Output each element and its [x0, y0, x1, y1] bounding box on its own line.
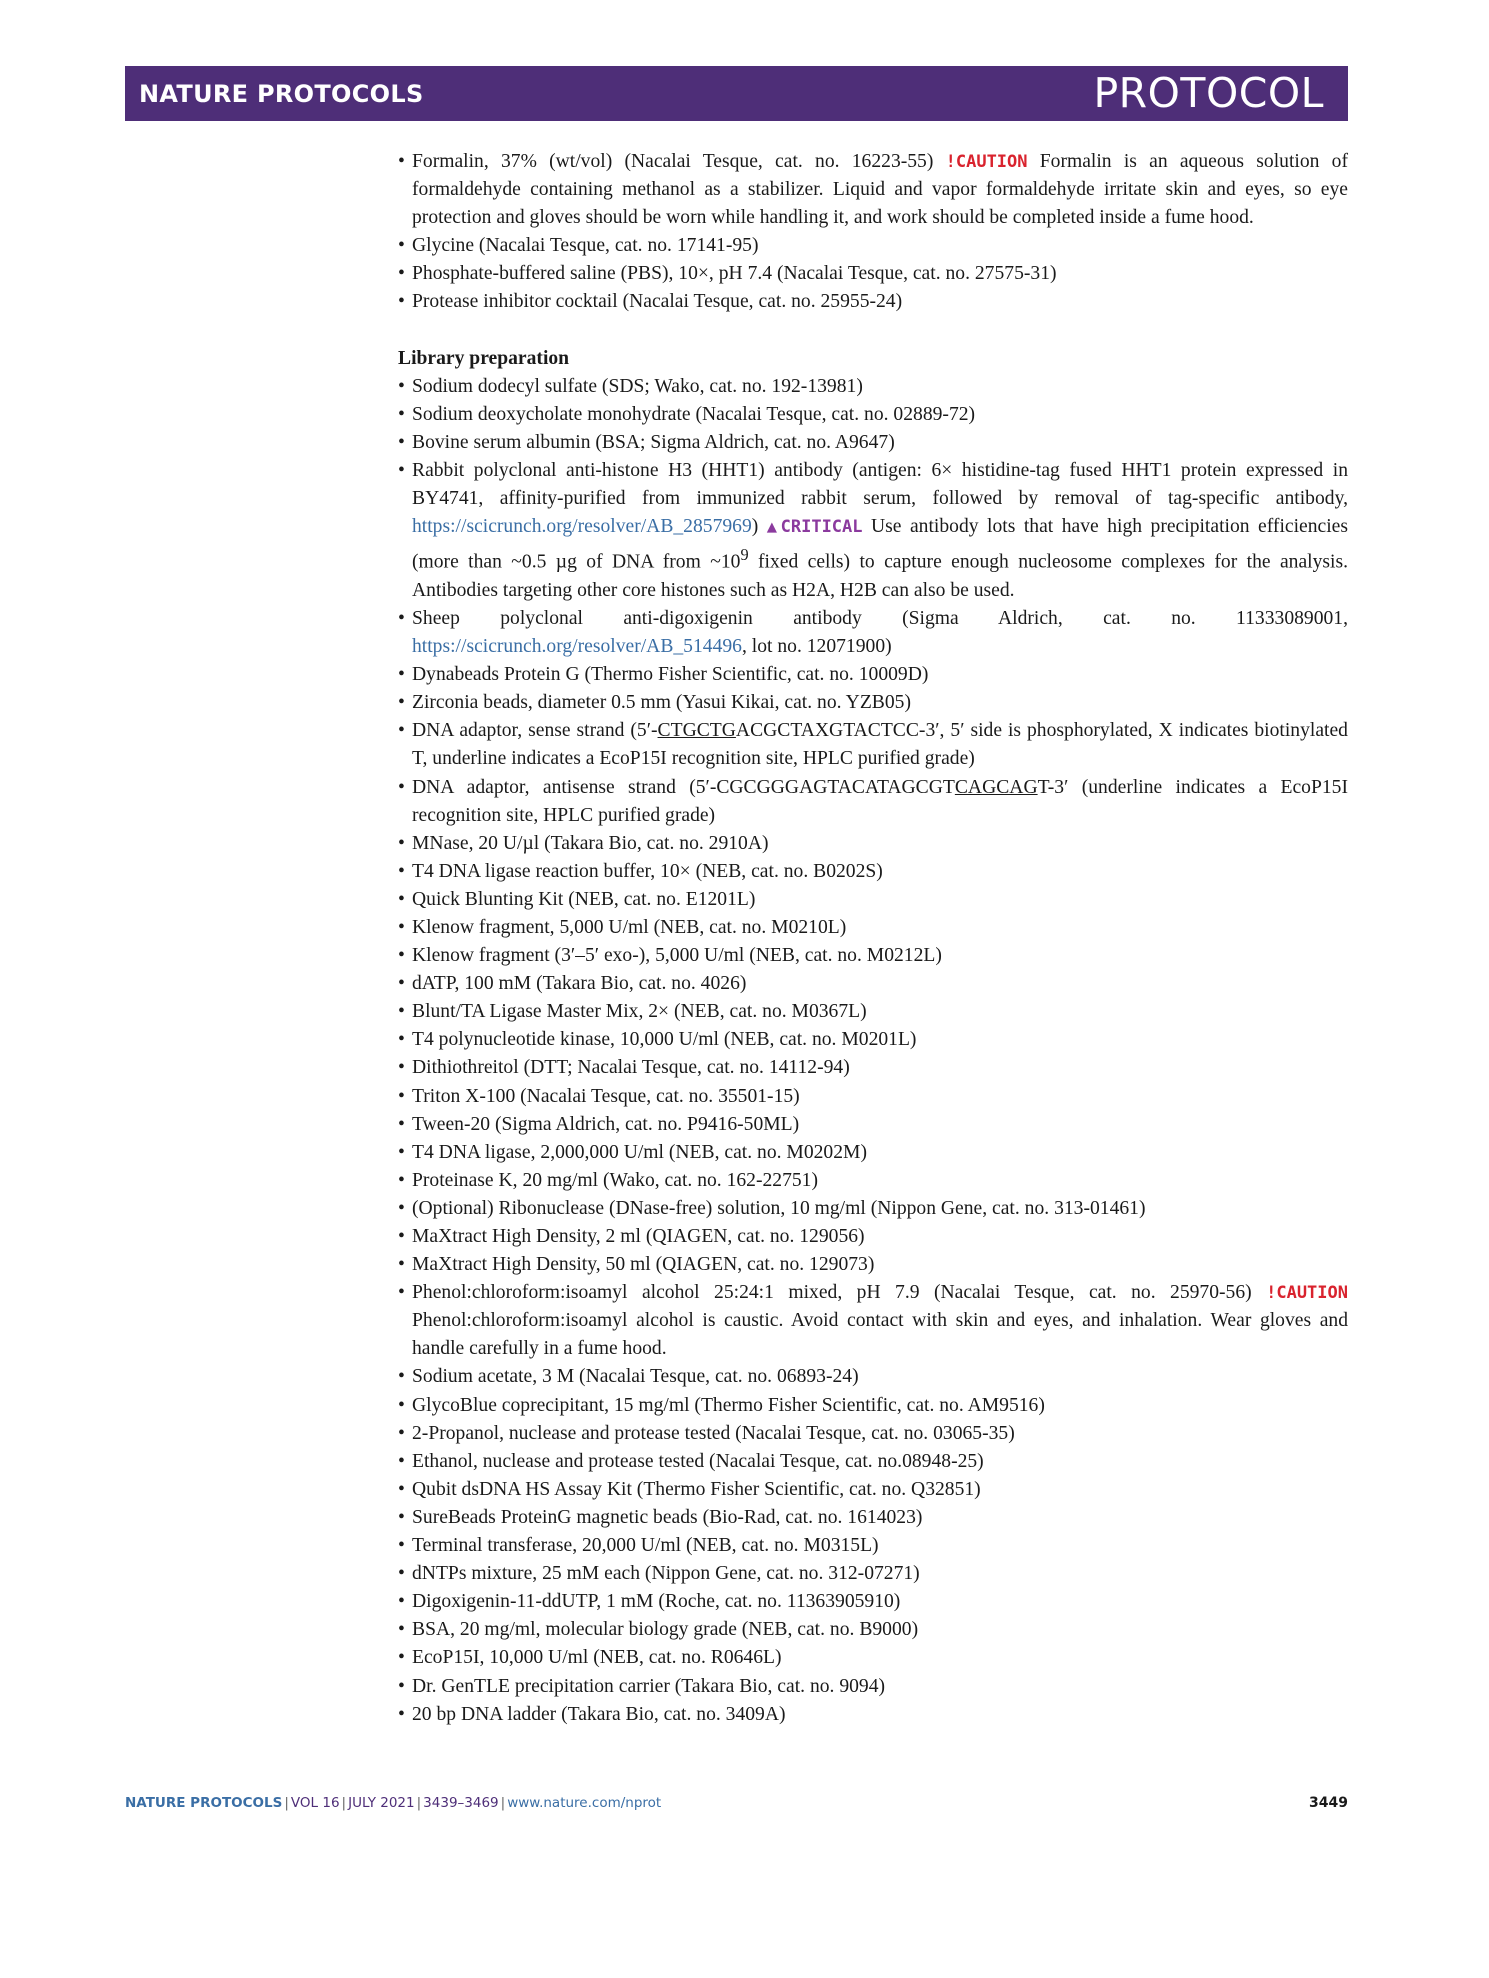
list-item-phenol: • Phenol:chloroform:isoamyl alcohol 25:24:1 mixed, pH 7.9 (Nacalai Tesque, cat. no. 25970-56) !CAUTION Phenol:chloroform:isoamyl alcohol is caustic. Avoid contact with skin and eyes, and inhalation. Wear gloves and handle carefully in a fume hood. — [398, 1279, 1348, 1363]
list-item-dig-antibody: • Sheep polyclonal anti-digoxigenin antibody (Sigma Aldrich, cat. no. 11333089001, https://scicrunch.org/resolver/AB_514496, lot no. 12071900) — [398, 605, 1348, 661]
list-item: • Dr. GenTLE precipitation carrier (Takara Bio, cat. no. 9094) — [398, 1673, 1348, 1701]
section-spacer — [398, 317, 1348, 345]
ecop15i-site: CAGCAG — [954, 776, 1038, 798]
reagents-list-library — [398, 373, 1348, 1729]
article-type: PROTOCOL — [1093, 69, 1324, 117]
scicrunch-link[interactable]: https://scicrunch.org/resolver/AB_2857969 — [412, 516, 752, 538]
list-item: • BSA, 20 mg/ml, molecular biology grade (NEB, cat. no. B9000) — [398, 1616, 1348, 1644]
journal-name: NATURE PROTOCOLS — [139, 80, 424, 108]
caution-label: !CAUTION — [1266, 1283, 1348, 1304]
list-item: • MaXtract High Density, 50 ml (QIAGEN, cat. no. 129073) — [398, 1251, 1348, 1279]
list-item: • (Optional) Ribonuclease (DNase-free) solution, 10 mg/ml (Nippon Gene, cat. no. 313-01461) — [398, 1195, 1348, 1223]
list-item: • SureBeads ProteinG magnetic beads (Bio-Rad, cat. no. 1614023) — [398, 1504, 1348, 1532]
list-item: • Blunt/TA Ligase Master Mix, 2× (NEB, cat. no. M0367L) — [398, 998, 1348, 1026]
caution-label: !CAUTION — [945, 152, 1028, 172]
footer-pages: 3439–3469 — [423, 1795, 499, 1811]
list-item: • MaXtract High Density, 2 ml (QIAGEN, cat. no. 129056) — [398, 1223, 1348, 1251]
list-item-adaptor-antisense: • DNA adaptor, antisense strand (5′-CGCGGGAGTACATAGCGTCAGCAGT-3′ (underline indicates a EcoP15I recognition site, HPLC purified grade) — [398, 774, 1348, 830]
list-item: • T4 polynucleotide kinase, 10,000 U/ml (NEB, cat. no. M0201L) — [398, 1026, 1348, 1054]
reagents-list-top — [398, 148, 1348, 317]
list-item: • Klenow fragment, 5,000 U/ml (NEB, cat. no. M0210L) — [398, 914, 1348, 942]
list-item: • Tween-20 (Sigma Aldrich, cat. no. P9416-50ML) — [398, 1111, 1348, 1139]
page-number: 3449 — [1309, 1795, 1348, 1811]
materials-content — [398, 148, 1348, 1729]
page-header-bar — [125, 66, 1348, 121]
list-item: • Quick Blunting Kit (NEB, cat. no. E1201L) — [398, 886, 1348, 914]
list-item: • Triton X-100 (Nacalai Tesque, cat. no. 35501-15) — [398, 1083, 1348, 1111]
list-item-formalin: • Formalin, 37% (wt/vol) (Nacalai Tesque, cat. no. 16223-55) !CAUTION Formalin is an aqueous solution of formaldehyde containing methanol as a stabilizer. Liquid and vapor formaldehyde irritate skin and eyes, so eye protection and gloves should be worn while handling it, and work should be completed inside a fume hood. — [398, 148, 1348, 232]
footer-volume: VOL 16 — [290, 1795, 340, 1811]
footer-url-link[interactable]: www.nature.com/nprot — [507, 1795, 662, 1811]
list-item: • 20 bp DNA ladder (Takara Bio, cat. no. 3409A) — [398, 1701, 1348, 1729]
superscript-exponent: 9 — [740, 545, 749, 565]
list-item: • Dynabeads Protein G (Thermo Fisher Scientific, cat. no. 10009D) — [398, 661, 1348, 689]
list-item: • Sodium acetate, 3 M (Nacalai Tesque, cat. no. 06893-24) — [398, 1363, 1348, 1391]
list-item: • Phosphate-buffered saline (PBS), 10×, pH 7.4 (Nacalai Tesque, cat. no. 27575-31) — [398, 260, 1348, 288]
page-footer — [125, 1795, 1348, 1811]
list-item: • Sodium deoxycholate monohydrate (Nacalai Tesque, cat. no. 02889-72) — [398, 401, 1348, 429]
list-item: • Bovine serum albumin (BSA; Sigma Aldrich, cat. no. A9647) — [398, 429, 1348, 457]
list-item: • Proteinase K, 20 mg/ml (Wako, cat. no. 162-22751) — [398, 1167, 1348, 1195]
critical-label: ▲CRITICAL — [766, 517, 863, 538]
section-heading-library: Library preparation — [398, 347, 570, 369]
list-item: • dATP, 100 mM (Takara Bio, cat. no. 4026) — [398, 970, 1348, 998]
footer-journal: NATURE PROTOCOLS — [125, 1795, 283, 1811]
list-item: • Digoxigenin-11-ddUTP, 1 mM (Roche, cat. no. 11363905910) — [398, 1588, 1348, 1616]
list-item: • MNase, 20 U/µl (Takara Bio, cat. no. 2910A) — [398, 830, 1348, 858]
list-item: • EcoP15I, 10,000 U/ml (NEB, cat. no. R0646L) — [398, 1644, 1348, 1672]
list-item: • Klenow fragment (3′–5′ exo-), 5,000 U/ml (NEB, cat. no. M0212L) — [398, 942, 1348, 970]
list-item: • GlycoBlue coprecipitant, 15 mg/ml (Thermo Fisher Scientific, cat. no. AM9516) — [398, 1392, 1348, 1420]
list-item: • Terminal transferase, 20,000 U/ml (NEB, cat. no. M0315L) — [398, 1532, 1348, 1560]
footer-date: JULY 2021 — [348, 1795, 415, 1811]
list-item: • Glycine (Nacalai Tesque, cat. no. 17141-95) — [398, 232, 1348, 260]
scicrunch-link[interactable]: https://scicrunch.org/resolver/AB_514496 — [412, 636, 742, 658]
footer-citation: NATURE PROTOCOLS | VOL 16 | JULY 2021 | 3439–3469 | www.nature.com/nprot — [125, 1795, 662, 1811]
list-item: • Ethanol, nuclease and protease tested (Nacalai Tesque, cat. no.08948-25) — [398, 1448, 1348, 1476]
list-item: • Zirconia beads, diameter 0.5 mm (Yasui Kikai, cat. no. YZB05) — [398, 689, 1348, 717]
ecop15i-site: CTGCTG — [657, 720, 736, 742]
list-item-h3-antibody: • Rabbit polyclonal anti-histone H3 (HHT1) antibody (antigen: 6× histidine-tag fused HHT1 protein expressed in BY4741, affinity-purified from immunized rabbit serum, followed by removal of tag-specific antibody, https://scicrunch.org/resolver/AB_2857969) ▲CRITICAL Use antibody lots that have high precipitation efficiencies (more than ~0.5 µg of DNA from $\sim 10^9$ fixed cells) to capture enough nucleosome complexes for the analysis. Antibodies targeting other core histones such as H2A, H2B can also be used. — [398, 457, 1348, 605]
list-item: • Protease inhibitor cocktail (Nacalai Tesque, cat. no. 25955-24) — [398, 288, 1348, 316]
list-item: • T4 DNA ligase, 2,000,000 U/ml (NEB, cat. no. M0202M) — [398, 1139, 1348, 1167]
list-item: • Sodium dodecyl sulfate (SDS; Wako, cat. no. 192-13981) — [398, 373, 1348, 401]
list-item-adaptor-sense: • DNA adaptor, sense strand (5′-CTGCTGACGCTAXGTACTCC-3′, 5′ side is phosphorylated, X indicates biotinylated T, underline indicates a EcoP15I recognition site, HPLC purified grade) — [398, 717, 1348, 773]
list-item: • T4 DNA ligase reaction buffer, 10× (NEB, cat. no. B0202S) — [398, 858, 1348, 886]
list-item: • 2-Propanol, nuclease and protease tested (Nacalai Tesque, cat. no. 03065-35) — [398, 1420, 1348, 1448]
list-item: • dNTPs mixture, 25 mM each (Nippon Gene, cat. no. 312-07271) — [398, 1560, 1348, 1588]
list-item: • Dithiothreitol (DTT; Nacalai Tesque, cat. no. 14112-94) — [398, 1054, 1348, 1082]
list-item: • Qubit dsDNA HS Assay Kit (Thermo Fisher Scientific, cat. no. Q32851) — [398, 1476, 1348, 1504]
